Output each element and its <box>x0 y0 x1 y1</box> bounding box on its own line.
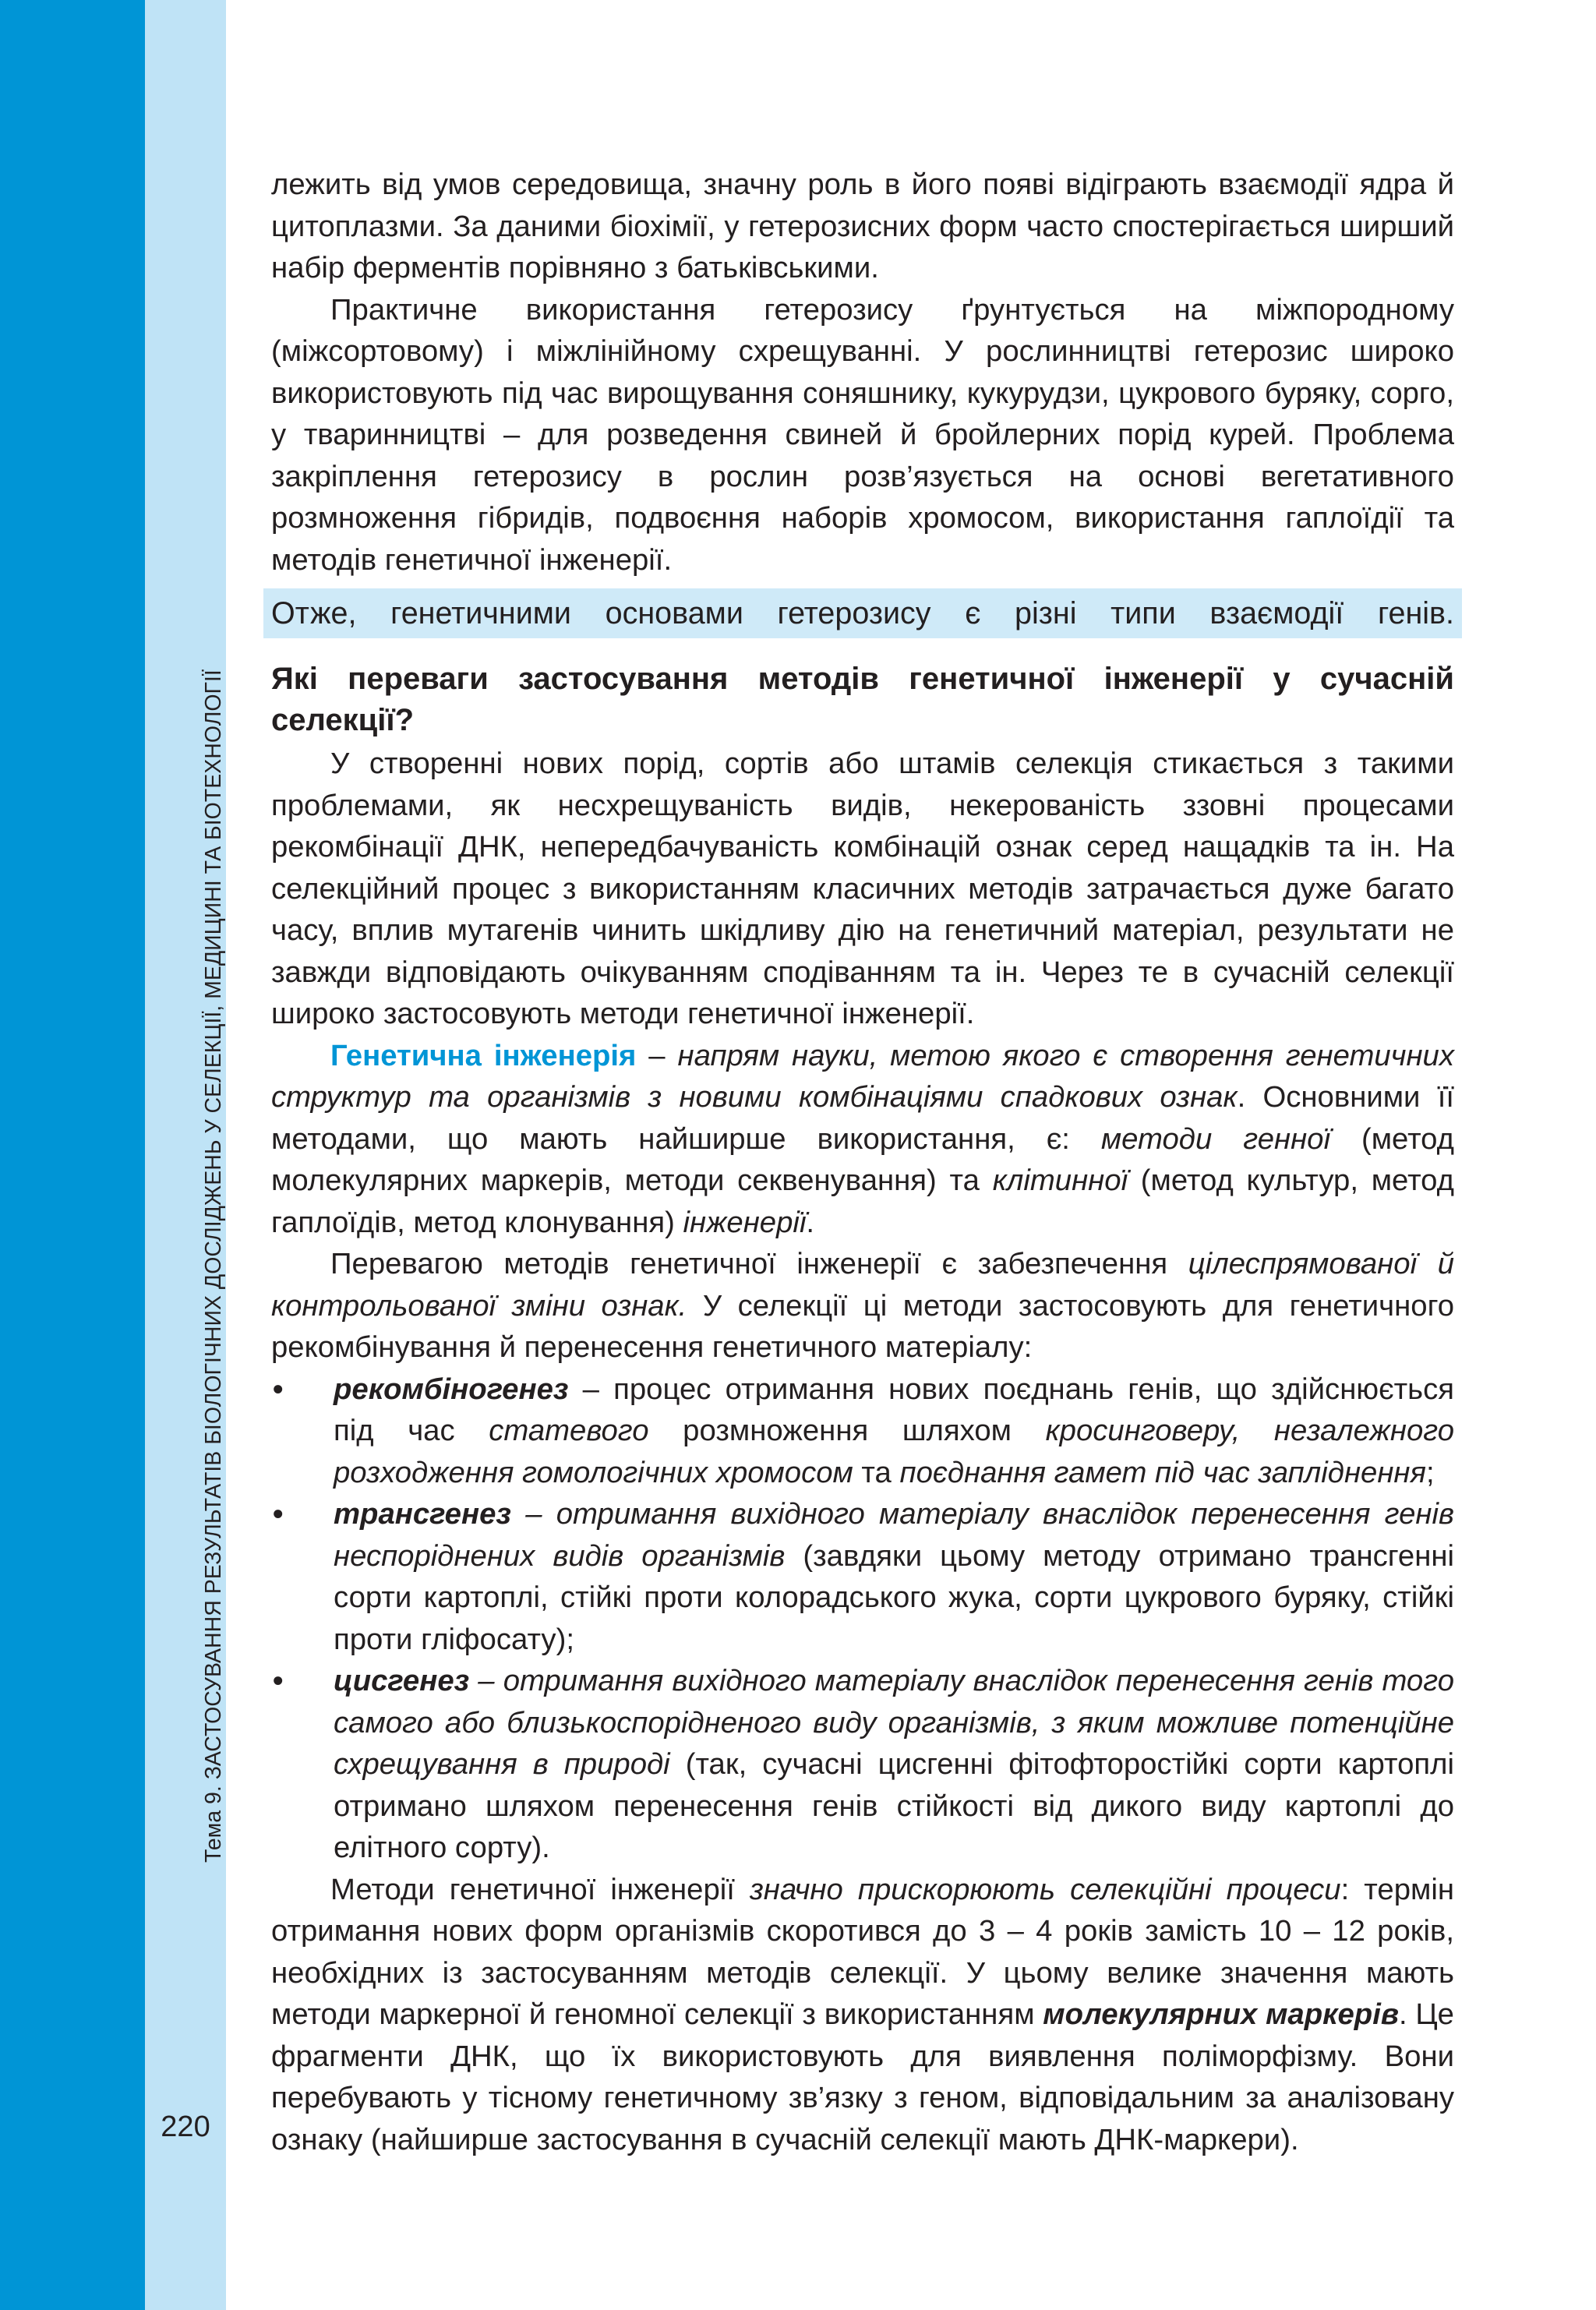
section-question-heading: Які переваги застосування методів генетичної інженерії у сучасній селекції? <box>271 662 1454 737</box>
list-term: рекомбіногенез <box>334 1372 569 1406</box>
bullet-icon: • <box>273 1664 284 1697</box>
paragraph: Практичне використання гетерозису ґрунтується на міжпородному (міжсортовому) і міжлінійному схрещуванні. У рослинництві гетерозис широко використовують під час вирощування соняшнику, кукурудзи, цукрового буряку, сорго, у тваринництві – для розведення свиней й бройлерних порід курей. Проблема закріплення гетерозису в рослин розв’язується на основі вегетативного розмноження гібридів, подвоєння наборів хромосом, використання гаплоїдії та методів генетичної інженерії. <box>271 292 1454 577</box>
page-number: 220 <box>161 2110 210 2143</box>
conclusion-box: Отже, генетичними основами гетерозису є різні типи взаємодії генів. <box>263 588 1462 638</box>
bold-term: молекулярних маркерів <box>1043 1997 1399 2031</box>
paragraph: Методи генетичної інженерії значно прискорюють селекційні процеси: термін отримання нових форм організмів скоротився до 3 – 4 років замість 10 – 12 років, необхідних із застосуванням методів селекції. У цьому велике значення мають методи маркерної й геномної селекції з використанням молекулярних маркерів. Це фрагменти ДНК, що їх використовують для виявлення поліморфізму. Вони перебувають у тісному генетичному зв’язку з геном, відповідальним за аналізовану ознаку (найширше застосування в сучасній селекції мають ДНК-маркери). <box>271 1872 1454 2156</box>
definition-text: напрям науки, метою якого є створення генетичних структур та організмів з новими комбінаціями спадкових ознак <box>271 1038 1454 1114</box>
page-content <box>271 164 1454 2160</box>
paragraph: У створенні нових порід, сортів або штамів селекція стикається з такими проблемами, як несхрещуваність видів, некерованість ззовні процесами рекомбінації ДНК, непередбачуваність комбінацій ознак серед нащадків та ін. На селекційний процес з використанням класичних методів затрачається дуже багато часу, вплив мутагенів чинить шкідливу дію на генетичний матеріал, результати не завжди відповідають очікуванням сподіванням та ін. Через те в сучасній селекції широко застосовують методи генетичної інженерії. <box>271 747 1454 1030</box>
list-item: • рекомбіногенез – процес отримання нових поєднань генів, що здійснюється під час статевого розмноження шляхом кросинговеру, незалежного розходження гомологічних хромосом та поєднання гамет під час запліднення; <box>271 1369 1454 1494</box>
paragraph: лежить від умов середовища, значну роль в його появі відіграють взаємодії ядра й цитоплазми. За даними біохімії, у гетерозисних форм часто спостерігається ширший набір ферментів порівняно з батьківськими. <box>271 168 1454 284</box>
list-term: трансгенез <box>334 1497 511 1531</box>
methods-list <box>271 1369 1454 1869</box>
paragraph: Перевагою методів генетичної інженерії є забезпечення цілеспрямованої й контрольованої зміни ознак. У селекції ці методи застосовують для генетичного рекомбінування й перенесення генетичного матеріалу: <box>271 1247 1455 1364</box>
definition-paragraph: Генетична інженерія – напрям науки, метою якого є створення генетичних структур та організмів з новими комбінаціями спадкових ознак. Основними її методами, що мають найширше використання, є: методи генної (метод молекулярних маркерів, методи секвенування) та клітинної (метод культур, метод гаплоїдів, метод клонування) інженерії. <box>271 1038 1454 1239</box>
list-item: • трансгенез – отримання вихідного матеріалу внаслідок перенесення генів неспоріднених видів організмів (завдяки цьому методу отримано трансгенні сорти картоплі, стійкі проти колорадського жука, сорти цукрового буряку, стійкі проти гліфосату); <box>271 1493 1454 1660</box>
list-item: • цисгенез – отримання вихідного матеріалу внаслідок перенесення генів того самого або близькоспорідненого виду організмів, з яким можливе потенційне схрещування в природі (так, сучасні цисгенні фітофторостійкі сорти картоплі отримано шляхом перенесення генів стійкості від дикого виду картоплі до елітного сорту). <box>271 1660 1454 1869</box>
list-term: цисгенез <box>334 1664 470 1697</box>
side-band <box>0 0 145 2310</box>
bullet-icon: • <box>273 1497 284 1531</box>
chapter-title: Тема 9. ЗАСТОСУВАННЯ РЕЗУЛЬТАТІВ БІОЛОГІЧНИХ ДОСЛІДЖЕНЬ У СЕЛЕКЦІЇ, МЕДИЦИНІ ТА БІОТЕХНОЛОГІЇ <box>201 669 226 1863</box>
bullet-icon: • <box>273 1372 284 1406</box>
defined-term: Генетична інженерія <box>330 1038 637 1072</box>
